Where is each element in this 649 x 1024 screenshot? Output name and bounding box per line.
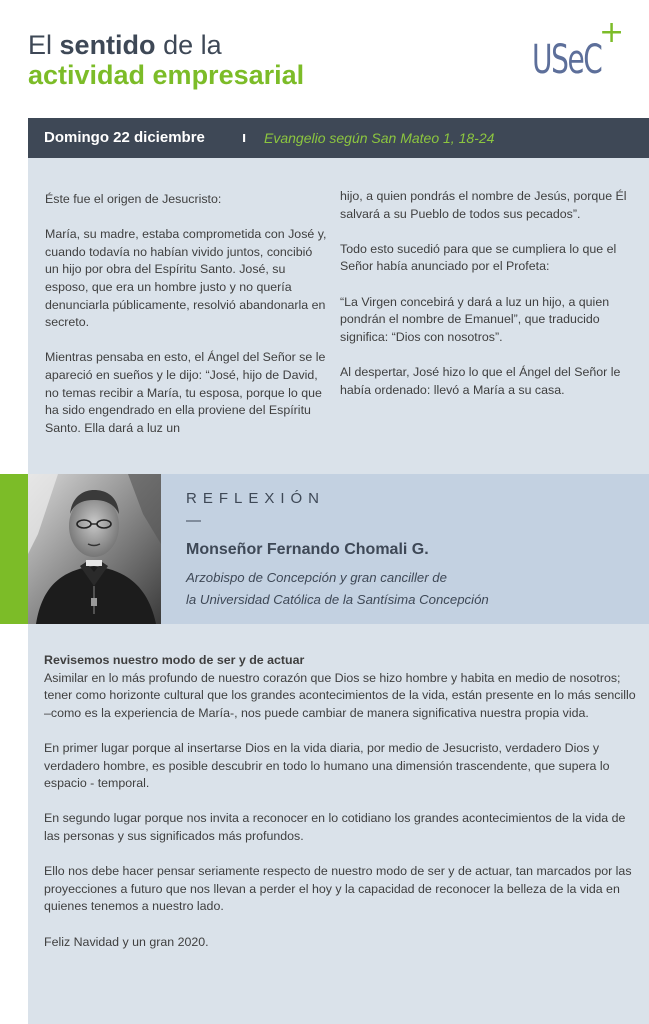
gospel-text-box	[28, 158, 649, 474]
gospel-paragraph: Mientras pensaba en esto, el Ángel del Señor se le apareció en sueños y le dijo: “José, hijo de David, no temas recibir a María, tu esposa, porque lo que ha sido engendrado en ella proviene del Espíritu Santo. Ella dará a luz un	[45, 350, 326, 435]
reflection-paragraph: Ello nos debe hacer pensar seriamente respecto de nuestro modo de ser y de actuar, tan marcados por las proyecciones a futuro que nos llevan a perder el hoy y la capacidad de reconocer la belleza de la vida en quienes tenemos a nuestro lado.	[44, 864, 632, 914]
author-name: Monseñor Fernando Chomali G.	[186, 541, 429, 558]
title-prefix: El	[28, 30, 53, 60]
gospel-paragraph: Éste fue el origen de Jesucristo:	[45, 192, 222, 206]
reflection-subheading: Revisemos nuestro modo de ser y de actuar	[44, 653, 305, 667]
title-suffix: de la	[163, 30, 222, 60]
reflection-paragraph: Feliz Navidad y un gran 2020.	[44, 934, 209, 949]
reflection-heading: REFLEXIÓN	[186, 490, 326, 507]
author-role	[186, 567, 489, 611]
gospel-paragraph: hijo, a quien pondrás el nombre de Jesús, porque Él salvará a su Pueblo de todos sus pecados”.	[340, 189, 627, 221]
gospel-paragraph: Todo esto sucedió para que se cumpliera lo que el Señor había anunciado por el Profeta:	[340, 241, 617, 274]
title-bold-word: sentido	[59, 30, 156, 60]
gospel-reference: Evangelio según San Mateo 1, 18-24	[264, 130, 495, 146]
date-separator: ı	[242, 129, 247, 146]
gospel-paragraph: Al despertar, José hizo lo que el Ángel del Señor le había ordenado: llevó a María a su casa.	[340, 364, 621, 397]
plus-icon: +	[599, 15, 625, 50]
reflection-paragraph: Asimilar en lo más profundo de nuestro corazón que Dios se hizo hombre y habita en medio de nosotros; tener como horizonte cultural que los grandes acontecimientos de la vida, están presente en lo más sencillo –como es la experiencia de María-, nos puede cambiar de manera significativa nuestra propia vida.	[44, 670, 636, 720]
gospel-paragraph: María, su madre, estaba comprometida con José y, cuando todavía no habían vivido juntos, concibió un hijo por obra del Espíritu Santo. José, su esposo, que era un hombre justo y no quería denunciarla públicamente, resolvió abandonarla en secreto.	[45, 227, 327, 330]
author-photo	[28, 474, 161, 624]
gospel-paragraph: “La Virgen concebirá y dará a luz un hijo, a quien pondrán el nombre de Emanuel”, que traducido significa: “Dios con nosotros”.	[340, 294, 610, 344]
green-accent-bar	[0, 474, 28, 624]
page-title-line2: actividad empresarial	[28, 60, 305, 90]
date-label: Domingo 22 diciembre	[44, 129, 205, 146]
reflection-dash: —	[186, 512, 201, 529]
reflection-paragraph: En primer lugar porque al insertarse Dios en la vida diaria, por medio de Jesucristo, verdadero Dios y verdadero hombre, es posible descubrir en todo lo humano una dimensión trascendente, que supera lo espacio - temporal.	[44, 740, 610, 791]
logo-wordmark: USeC	[532, 37, 602, 83]
author-role-line: la Universidad Católica de la Santísima Concepción	[186, 592, 489, 607]
reflection-paragraph: En segundo lugar porque nos invita a reconocer en lo cotidiano los grandes acontecimientos de la vida de las personas y sus significados más profundos.	[44, 811, 626, 843]
reflection-body	[44, 652, 644, 969]
gospel-column-right	[340, 188, 630, 417]
page-title-line1	[28, 30, 222, 60]
author-role-line: Arzobispo de Concepción y gran canciller de	[186, 570, 447, 585]
reflection-body-box	[28, 624, 649, 1024]
gospel-column-left	[45, 191, 327, 455]
usec-logo	[532, 15, 627, 86]
reflection-banner	[28, 474, 649, 624]
page-header	[0, 0, 649, 118]
date-bar	[28, 118, 649, 158]
